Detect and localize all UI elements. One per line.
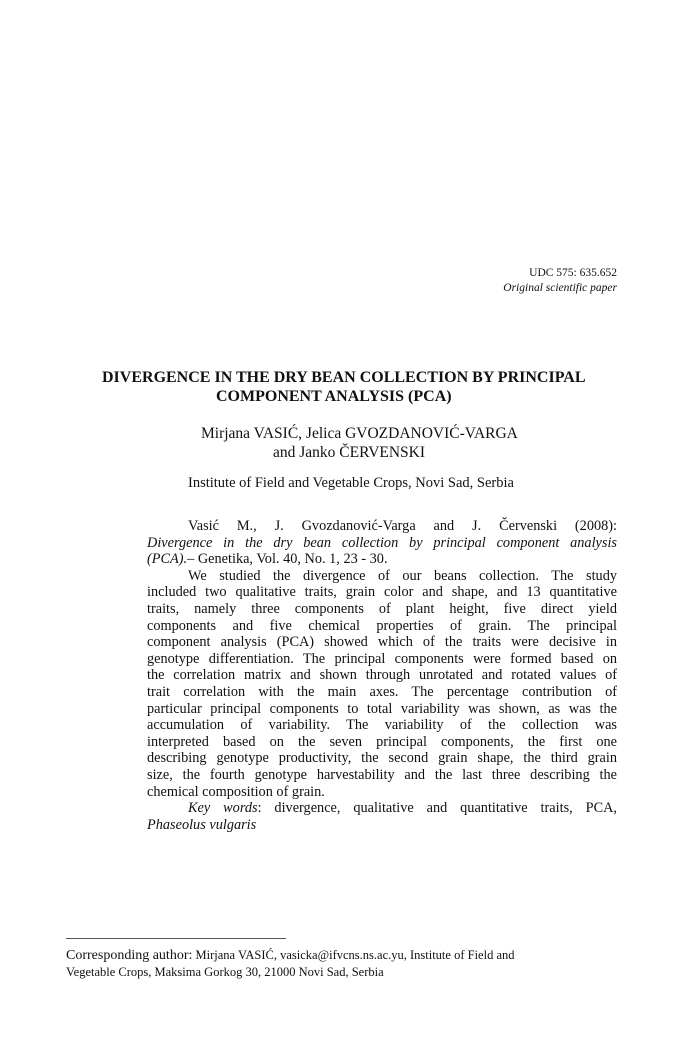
keywords-label: Key words	[188, 800, 258, 817]
citation-line-1: Vasić M., J. Gvozdanović-Varga and J. Červenski (2008):	[188, 518, 617, 534]
keywords-line-1	[147, 800, 617, 817]
abstract-line: describing genotype productivity, the second grain shape, the third grain	[147, 750, 617, 767]
footnote	[66, 947, 515, 981]
abstract-line: component analysis (PCA) showed which of the traits were decisive in	[147, 634, 617, 651]
abstract-line: genotype differentiation. The principal components were formed based on	[147, 650, 617, 667]
keywords-line-2: Phaseolus vulgaris	[147, 816, 257, 833]
abstract-text	[147, 568, 617, 800]
abstract-line: the correlation matrix and shown through unrotated and rotated values of	[147, 667, 617, 684]
citation-line-2: Divergence in the dry bean collection by principal component analysis	[147, 534, 617, 551]
abstract-line: included two qualitative traits, grain color and shape, and 13 quantitative	[147, 584, 617, 601]
citation-source: – Genetika, Vol. 40, No. 1, 23 - 30.	[187, 551, 388, 568]
abstract-line: components and five chemical properties of grain. The principal	[147, 617, 617, 634]
authors-line-1: Mirjana VASIĆ, Jelica GVOZDANOVIĆ-VARGA	[201, 425, 518, 442]
citation-title-end: (PCA).	[147, 551, 188, 568]
citation-line-3	[147, 551, 617, 568]
paper-type: Original scientific paper	[503, 282, 617, 294]
title-line-2: COMPONENT ANALYSIS (PCA)	[216, 388, 452, 405]
institution: Institute of Field and Vegetable Crops, Novi Sad, Serbia	[188, 475, 514, 491]
abstract-line: We studied the divergence of our beans collection. The study	[188, 567, 617, 584]
abstract-block	[147, 518, 617, 833]
abstract-line: size, the fourth genotype harvestability and the last three describing the	[147, 766, 617, 783]
footnote-divider	[66, 938, 286, 939]
abstract-line: accumulation of variability. The variability of the collection was	[147, 717, 617, 734]
abstract-line: traits, namely three components of plant height, five direct yield	[147, 600, 617, 617]
abstract-line: interpreted based on the seven principal components, the first one	[147, 733, 617, 750]
abstract-line: particular principal components to total variability was shown, as was the	[147, 700, 617, 717]
keywords-text: : divergence, qualitative and quantitative traits, PCA,	[257, 800, 617, 817]
footnote-line-2: Vegetable Crops, Maksima Gorkog 30, 21000 Novi Sad, Serbia	[66, 965, 384, 979]
udc-block	[503, 266, 617, 296]
footnote-label: Corresponding author:	[66, 948, 193, 963]
abstract-line: chemical composition of grain.	[147, 783, 325, 800]
abstract-line: trait correlation with the main axes. The percentage contribution of	[147, 683, 617, 700]
footnote-line-1: Mirjana VASIĆ, vasicka@ifvcns.ns.ac.yu, Institute of Field and	[192, 948, 515, 962]
title-line-1: DIVERGENCE IN THE DRY BEAN COLLECTION BY PRINCIPAL	[102, 369, 586, 386]
authors-line-2: and Janko ČERVENSKI	[273, 444, 426, 461]
udc-code: UDC 575: 635.652	[529, 267, 617, 279]
